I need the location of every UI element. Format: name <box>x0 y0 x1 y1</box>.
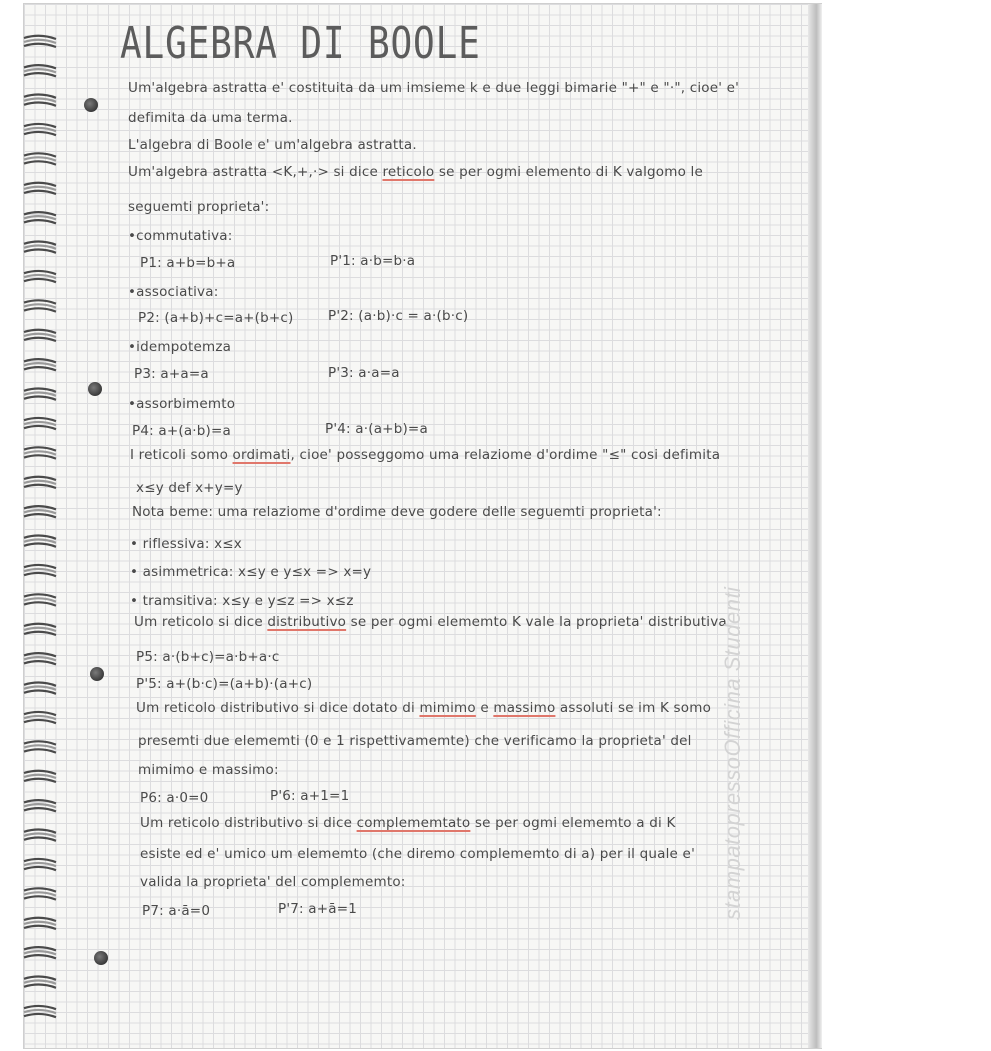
text: Um reticolo si dice <box>134 614 268 630</box>
notebook-page <box>24 4 821 1048</box>
spiral-coil <box>24 565 56 576</box>
text: Um reticolo distributivo si dice dotato di <box>136 700 420 716</box>
spiral-coil <box>24 65 56 76</box>
text-line <box>134 614 727 630</box>
text: e <box>475 700 494 716</box>
spiral-coil <box>24 1006 56 1017</box>
formula: P4: a+(a·b)=a <box>132 423 232 439</box>
bullet-item: • riflessiva: x≤x <box>130 536 242 552</box>
spiral-coil <box>24 712 56 723</box>
text-line: esiste ed e' umico um elememto (che diremo complememto di a) per il quale e' <box>140 846 695 862</box>
text: se per ogmi elememto a di K <box>470 815 676 831</box>
spiral-coil <box>24 536 56 547</box>
spiral-coil <box>24 477 56 488</box>
spiral-coil <box>24 418 56 429</box>
spiral-coil <box>24 212 56 223</box>
text: I reticoli somo <box>130 447 233 463</box>
spiral-binding <box>22 30 62 1040</box>
text-line <box>136 700 711 716</box>
term-complementato: complememtato <box>356 815 471 831</box>
text-line <box>128 164 703 180</box>
spiral-coil <box>24 918 56 929</box>
punch-hole <box>88 382 102 396</box>
bullet-item: • asimmetrica: x≤y e y≤x => x=y <box>130 564 372 580</box>
punch-hole <box>90 667 104 681</box>
text: Um'algebra astratta <K,+,·> si dice <box>128 164 383 180</box>
text-line: defimita da uma terma. <box>128 110 293 126</box>
term-minimo: mimimo <box>419 700 476 716</box>
spiral-coils <box>22 30 62 1040</box>
text: se per ogmi elemento di K valgomo le <box>434 164 704 180</box>
spiral-coil <box>24 330 56 341</box>
spiral-coil <box>24 977 56 988</box>
page-title: ALGEBRA DI BOOLE <box>120 18 481 69</box>
spiral-coil <box>24 183 56 194</box>
text: se per ogmi elememto K vale la proprieta' distributiva <box>346 614 727 630</box>
bullet-item: •idempotemza <box>128 339 232 355</box>
term-reticolo: reticolo <box>382 164 435 180</box>
spiral-coil <box>24 888 56 899</box>
formula: x≤y def x+y=y <box>136 480 243 496</box>
term-ordinati: ordimati <box>232 447 291 463</box>
spiral-coil <box>24 271 56 282</box>
text: , cioe' posseggomo uma relaziome d'ordime "≤" cosi defimita <box>290 447 721 463</box>
spiral-coil <box>24 389 56 400</box>
text-line: seguemti proprieta': <box>128 199 270 215</box>
spiral-coil <box>24 594 56 605</box>
formula: P'7: a+ā=1 <box>278 901 358 917</box>
punch-hole <box>94 951 108 965</box>
formula: P'2: (a·b)·c = a·(b·c) <box>328 308 469 324</box>
text: Um reticolo distributivo si dice <box>140 815 357 831</box>
text-line: Nota beme: uma relaziome d'ordime deve godere delle seguemti proprieta': <box>132 504 662 520</box>
formula: P6: a·0=0 <box>140 790 209 806</box>
formula: P'3: a·a=a <box>328 365 400 381</box>
spiral-coil <box>24 124 56 135</box>
text-line: presemti due elememti (0 e 1 rispettivamemte) che verificamo la proprieta' del <box>138 733 692 749</box>
spiral-coil <box>24 95 56 106</box>
text-line: valida la proprieta' del complememto: <box>140 874 406 890</box>
spiral-coil <box>24 800 56 811</box>
formula: P'4: a·(a+b)=a <box>325 421 428 437</box>
formula: P'6: a+1=1 <box>270 788 350 804</box>
term-massimo: massimo <box>493 700 556 716</box>
text-line <box>130 447 720 463</box>
formula: P'5: a+(b·c)=(a+b)·(a+c) <box>136 676 313 692</box>
formula: P1: a+b=b+a <box>140 255 236 271</box>
formula: P7: a·ā=0 <box>142 903 211 919</box>
watermark: stampatopressoOfficina Studenti <box>720 586 745 920</box>
spiral-coil <box>24 447 56 458</box>
spiral-coil <box>24 741 56 752</box>
spiral-coil <box>24 624 56 635</box>
spiral-coil <box>24 830 56 841</box>
page-edge <box>808 4 822 1048</box>
text: assoluti se im K somo <box>555 700 712 716</box>
spiral-coil <box>24 359 56 370</box>
bullet-item: •associativa: <box>128 284 219 300</box>
spiral-coil <box>24 506 56 517</box>
spiral-coil <box>24 683 56 694</box>
text-line: Um'algebra astratta e' costituita da um imsieme k e due leggi bimarie "+" e "·", cioe' e' <box>128 80 740 96</box>
formula: P'1: a·b=b·a <box>330 253 416 269</box>
text-line: mimimo e massimo: <box>138 762 279 778</box>
spiral-coil <box>24 859 56 870</box>
text-line: L'algebra di Boole e' um'algebra astratta. <box>128 137 417 153</box>
spiral-coil <box>24 653 56 664</box>
formula: P3: a+a=a <box>134 366 209 382</box>
spiral-coil <box>24 242 56 253</box>
spiral-coil <box>24 153 56 164</box>
bullet-item: • tramsitiva: x≤y e y≤z => x≤z <box>130 593 354 609</box>
spiral-coil <box>24 300 56 311</box>
text-line <box>140 815 676 831</box>
spiral-coil <box>24 771 56 782</box>
formula: P2: (a+b)+c=a+(b+c) <box>138 310 294 326</box>
spiral-coil <box>24 947 56 958</box>
bullet-item: •assorbimemto <box>128 396 236 412</box>
bullet-item: •commutativa: <box>128 228 233 244</box>
formula: P5: a·(b+c)=a·b+a·c <box>136 649 280 665</box>
punch-hole <box>84 98 98 112</box>
term-distributivo: distributivo <box>267 614 347 630</box>
spiral-coil <box>24 36 56 47</box>
